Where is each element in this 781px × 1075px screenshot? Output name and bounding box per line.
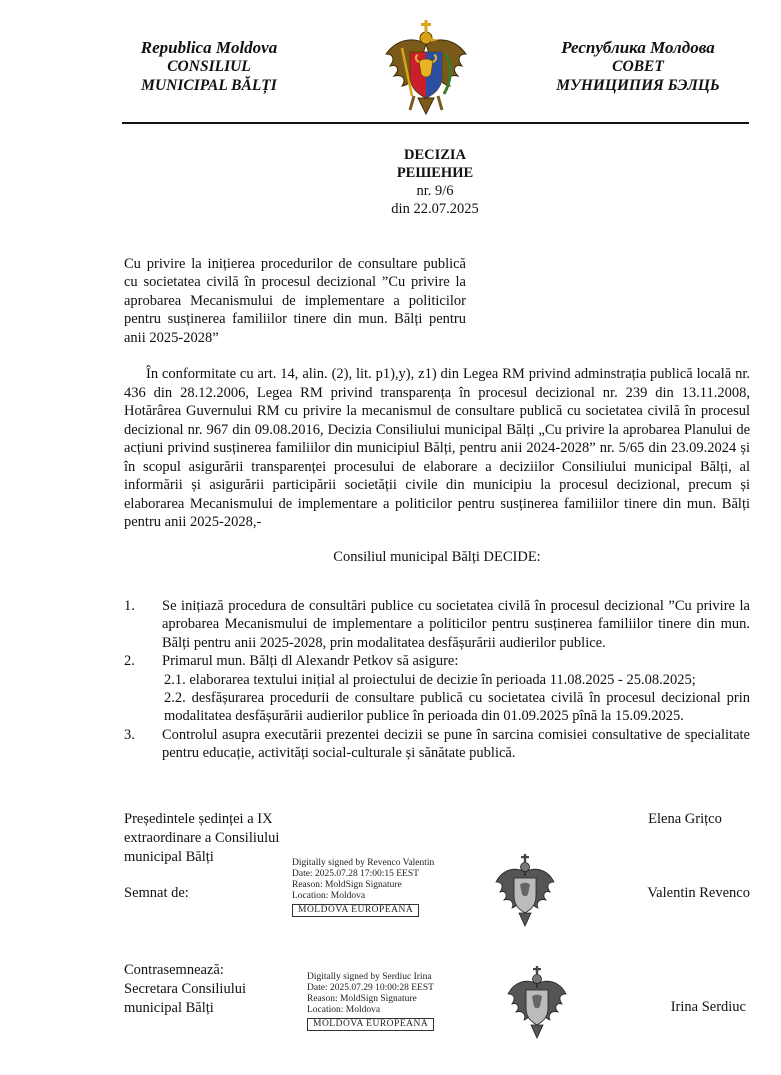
countersign-line: municipal Bălți xyxy=(124,1000,214,1016)
president-name: Elena Grițco xyxy=(648,811,722,827)
item-number: 2. xyxy=(124,653,135,670)
list-item xyxy=(124,652,750,726)
item-text: Primarul mun. Bălți dl Alexandr Petkov să asigure: xyxy=(162,653,459,670)
header-municipal-ru: МУНИЦИПИЯ БЭЛЦЬ xyxy=(556,77,720,94)
moldova-europeana-badge: MOLDOVA EUROPEANĂ xyxy=(307,1018,434,1031)
stamp-line: Reason: MoldSign Signature xyxy=(307,994,417,1004)
header-left-block xyxy=(124,38,294,95)
moldova-coat-of-arms-icon xyxy=(382,14,470,118)
title-ru: РЕШЕНИЕ xyxy=(396,165,474,181)
list-item xyxy=(124,726,750,763)
signer1-name: Valentin Revenco xyxy=(647,885,750,901)
header-municipal-ro: MUNICIPAL BĂLȚI xyxy=(141,77,277,94)
signer2-name: Irina Serdiuc xyxy=(670,999,746,1015)
decision-number: nr. 9/6 xyxy=(416,183,454,199)
president-line: municipal Bălți xyxy=(124,849,214,865)
header-divider xyxy=(122,122,749,124)
decision-title xyxy=(300,146,570,218)
signature-emblem-icon xyxy=(494,852,556,930)
stamp-line: Digitally signed by Serdiuc Irina xyxy=(307,972,432,982)
moldova-europeana-badge: MOLDOVA EUROPEANĂ xyxy=(292,904,419,917)
digital-signature-stamp xyxy=(307,972,497,1031)
stamp-line: Location: Moldova xyxy=(292,891,366,901)
signature-emblem-icon xyxy=(506,964,568,1042)
president-line: extraordinare a Consiliului xyxy=(124,830,280,846)
decide-line: Consiliul municipal Bălți DECIDE: xyxy=(333,549,541,565)
header-council-ro: CONSILIUL xyxy=(167,58,251,75)
decision-date: din 22.07.2025 xyxy=(391,201,479,217)
countersign-title xyxy=(124,961,324,1018)
countersign-line: Contrasemnează: xyxy=(124,962,224,978)
stamp-line: Digitally signed by Revenco Valentin xyxy=(292,858,435,868)
item-subpoint: 2.1. elaborarea textului inițial al proiectului de decizie în perioada 11.08.2025 - 25.08.2025; xyxy=(164,671,696,688)
stamp-line: Location: Moldova xyxy=(307,1005,381,1015)
preamble-paragraph: În conformitate cu art. 14, alin. (2), lit. p1),y), z1) din Legea RM privind adminstrația publică locală nr. 436 din 28.12.2006, Legea RM privind transparența în procesul decizional nr. 239 din 13.11.2008, Hotărârea Guvernului RM cu privire la mecanismul de consultare publică cu societatea civilă în procesul decizional nr. 967 din 09.08.2016, Decizia Consiliului municipal Bălți „Cu privire la aprobarea Planului de acțiuni privind susținerea familiilor din municipiul Bălți, pentru anii 2024-2028” nr. 5/65 din 23.09.2024 și în scopul asigurării transparenței procesului de elaborare a deciziilor Consiliului municipal Bălți, al informării și asigurării participării societății civile din municipiu la procesul decizional, precum și elaborarea Mecanismului de implementare a politicilor pentru susținerea familiilor tinere din mun. Bălți pentru anii 2025-2028,- xyxy=(124,366,750,530)
list-item xyxy=(124,597,750,652)
title-ro: DECIZIA xyxy=(403,147,467,163)
countersign-line: Secretara Consiliului xyxy=(124,981,247,997)
stamp-line: Reason: MoldSign Signature xyxy=(292,880,402,890)
header-country-ro: Republica Moldova xyxy=(140,38,278,57)
signed-by-label: Semnat de: xyxy=(124,885,189,901)
header-country-ru: Республика Молдова xyxy=(561,38,715,57)
header-council-ru: СОВЕТ xyxy=(612,58,664,75)
item-number: 1. xyxy=(124,598,135,614)
digital-signature-stamp xyxy=(292,858,482,917)
decision-subject: Cu privire la inițierea procedurilor de consultare publică cu societatea civilă în procesul decizional ”Cu privire la aprobarea Mecanismului de implementare a politicilor pentru susținerea familiilor tinere din mun. Bălți pentru anii 2025-2028” xyxy=(124,256,466,346)
item-subpoint: 2.2. desfășurarea procedurii de consultare publică cu societatea civilă în procesul decizional prin modalitatea desfășurării audierilor publice în perioada din 01.09.2025 pînă la 15.09.2025. xyxy=(164,690,750,725)
header-right-block xyxy=(540,38,736,95)
item-text: Controlul asupra executării prezentei decizii se pune în sarcina comisiei consultative de specialitate pentru educație, activități social-culturale și sănătate publică. xyxy=(162,726,750,762)
president-line: Președintele ședinței a IX xyxy=(124,811,273,827)
stamp-line: Date: 2025.07.28 17:00:15 EEST xyxy=(292,869,419,879)
decision-items xyxy=(124,597,750,763)
stamp-line: Date: 2025.07.29 10:00:28 EEST xyxy=(307,983,434,993)
item-number: 3. xyxy=(124,726,135,743)
item-text: Se inițiază procedura de consultări publice cu societatea civilă în procesul decizional ”Cu privire la aprobarea Mecanismului de implementare a politicilor pentru susținerea familiilor tinere din mun. Bălți pentru anii 2025-2028, prin modalitatea desfășurării audierilor publice. xyxy=(162,598,750,651)
